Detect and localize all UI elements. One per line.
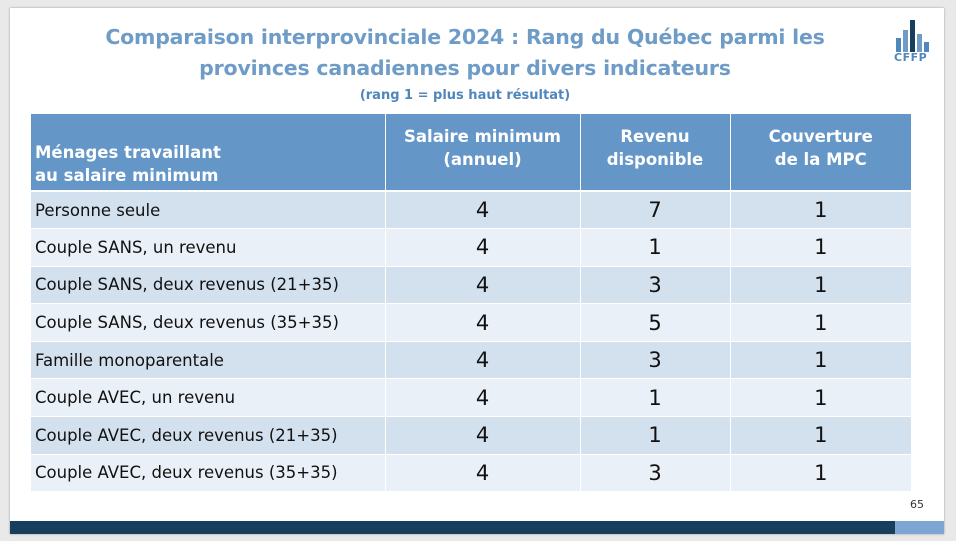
row-label: Couple AVEC, deux revenus (21+35) <box>31 417 385 455</box>
logo-text: CFFP <box>894 51 928 64</box>
header-mpc-coverage: Couverture de la MPC <box>730 114 911 191</box>
mpc-rank: 1 <box>730 304 911 342</box>
income-rank: 3 <box>580 341 730 379</box>
ranking-table <box>31 114 911 492</box>
table-row <box>31 304 911 342</box>
header-min-wage: Salaire minimum (annuel) <box>385 114 580 191</box>
header-disposable-income: Revenu disponible <box>580 114 730 191</box>
income-rank: 1 <box>580 229 730 267</box>
row-label: Personne seule <box>31 191 385 229</box>
table-row <box>31 341 911 379</box>
mpc-rank: 1 <box>730 191 911 229</box>
mpc-rank: 1 <box>730 341 911 379</box>
income-rank: 7 <box>580 191 730 229</box>
table-header-row <box>31 114 911 191</box>
min-wage-rank: 4 <box>385 341 580 379</box>
min-wage-rank: 4 <box>385 417 580 455</box>
table-row <box>31 191 911 229</box>
income-rank: 1 <box>580 417 730 455</box>
table-row <box>31 454 911 492</box>
table-row <box>31 379 911 417</box>
page-number: 65 <box>910 498 924 511</box>
mpc-rank: 1 <box>730 229 911 267</box>
mpc-rank: 1 <box>730 454 911 492</box>
row-label: Couple SANS, deux revenus (21+35) <box>31 266 385 304</box>
mpc-rank: 1 <box>730 379 911 417</box>
row-label: Couple SANS, deux revenus (35+35) <box>31 304 385 342</box>
table-row <box>31 266 911 304</box>
footer-bar <box>10 521 895 534</box>
slide <box>10 8 944 534</box>
row-label: Couple AVEC, deux revenus (35+35) <box>31 454 385 492</box>
header-household: Ménages travaillant au salaire minimum <box>31 114 385 191</box>
table-row <box>31 417 911 455</box>
row-label: Couple AVEC, un revenu <box>31 379 385 417</box>
footer-bar-accent <box>895 521 944 534</box>
income-rank: 1 <box>580 379 730 417</box>
income-rank: 5 <box>580 304 730 342</box>
slide-title: Comparaison interprovinciale 2024 : Rang du Québec parmi les provinces canadiennes pour divers indicateurs <box>105 25 825 80</box>
slide-subtitle: (rang 1 = plus haut résultat) <box>359 88 571 103</box>
cffp-logo-icon <box>890 16 938 76</box>
income-rank: 3 <box>580 454 730 492</box>
min-wage-rank: 4 <box>385 379 580 417</box>
table-row <box>31 229 911 267</box>
row-label: Famille monoparentale <box>31 341 385 379</box>
mpc-rank: 1 <box>730 417 911 455</box>
min-wage-rank: 4 <box>385 266 580 304</box>
min-wage-rank: 4 <box>385 304 580 342</box>
income-rank: 3 <box>580 266 730 304</box>
mpc-rank: 1 <box>730 266 911 304</box>
row-label: Couple SANS, un revenu <box>31 229 385 267</box>
min-wage-rank: 4 <box>385 191 580 229</box>
min-wage-rank: 4 <box>385 229 580 267</box>
min-wage-rank: 4 <box>385 454 580 492</box>
